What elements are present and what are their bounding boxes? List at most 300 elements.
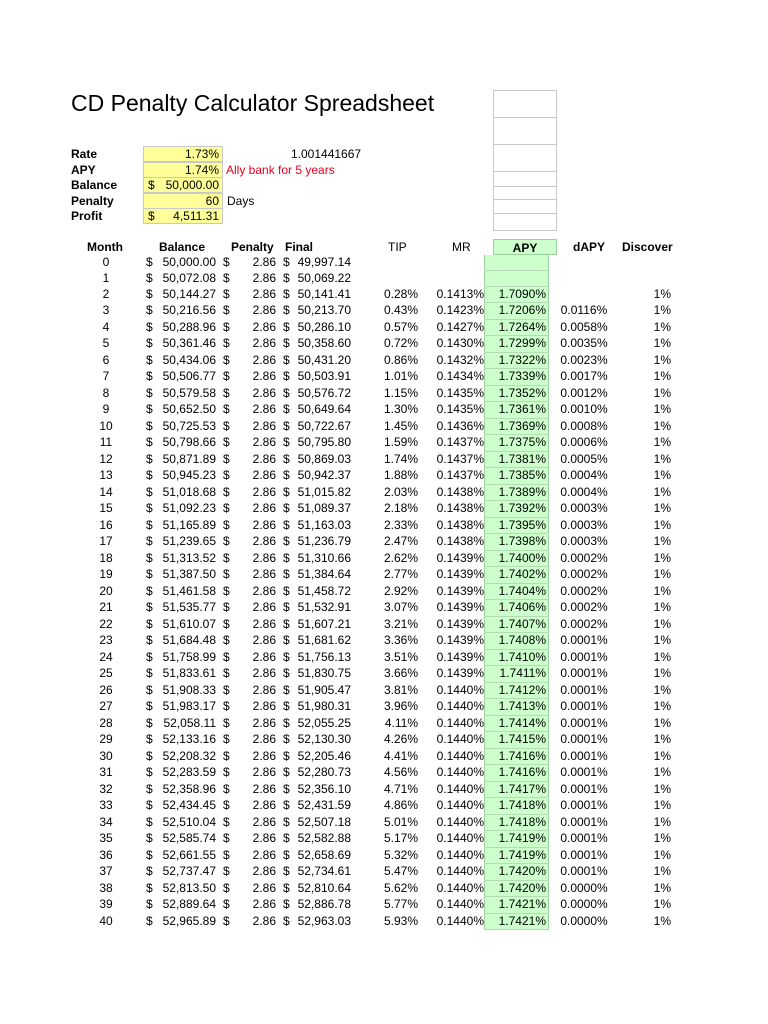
cell-apy[interactable] (485, 271, 549, 287)
cell-mr[interactable]: 0.1413% (436, 286, 484, 301)
cell-balance[interactable] (141, 271, 218, 287)
cell-balance[interactable] (141, 814, 218, 831)
cell-dapy[interactable]: 0.0004% (560, 484, 608, 499)
balance-input[interactable] (143, 177, 223, 193)
cell-penalty[interactable] (218, 583, 278, 600)
cell-tip[interactable]: 0.57% (383, 319, 418, 334)
cell-balance[interactable] (141, 369, 218, 386)
cell-tip[interactable]: 5.47% (383, 864, 418, 878)
cell-apy[interactable]: 1.7322% (485, 352, 549, 369)
cell-mr[interactable]: 0.1440% (436, 715, 484, 730)
cell-dapy[interactable]: 0.0010% (560, 402, 608, 416)
cell-tip[interactable]: 5.17% (383, 831, 418, 845)
cell-dapy[interactable]: 0.0006% (560, 435, 608, 449)
cell-apy[interactable]: 1.7418% (485, 798, 549, 815)
cell-mr[interactable]: 0.1438% (436, 517, 484, 532)
cell-tip[interactable]: 5.62% (383, 880, 418, 895)
cell-discover[interactable]: 1% (653, 897, 671, 911)
cell-tip[interactable]: 3.51% (383, 649, 418, 664)
cell-tip[interactable] (353, 271, 418, 287)
cell-mr[interactable]: 0.1439% (436, 550, 484, 565)
cell-apy[interactable]: 1.7413% (485, 699, 549, 716)
cell-dapy[interactable]: 0.0116% (560, 303, 608, 317)
cell-discover[interactable]: 1% (653, 633, 671, 647)
cell-final[interactable] (278, 286, 353, 303)
cell-penalty[interactable] (218, 319, 278, 336)
cell-tip[interactable]: 3.81% (383, 682, 418, 697)
cell-discover[interactable]: 1% (653, 567, 671, 581)
empty-cell[interactable] (493, 171, 557, 187)
cell-mr[interactable]: 0.1435% (436, 402, 484, 416)
cell-discover[interactable]: 1% (653, 385, 671, 400)
cell-balance[interactable] (141, 303, 218, 320)
cell-balance[interactable] (141, 666, 218, 683)
cell-apy[interactable]: 1.7352% (485, 385, 549, 402)
cell-apy[interactable]: 1.7369% (485, 418, 549, 435)
cell-month[interactable]: 34 (99, 814, 113, 829)
cell-apy[interactable]: 1.7404% (485, 583, 549, 600)
cell-dapy[interactable]: 0.0001% (560, 715, 608, 730)
cell-final[interactable] (278, 468, 353, 485)
cell-final[interactable] (278, 649, 353, 666)
cell-apy[interactable]: 1.7418% (485, 814, 549, 831)
cell-apy[interactable]: 1.7411% (485, 666, 549, 683)
cell-penalty[interactable] (218, 352, 278, 369)
cell-discover[interactable]: 1% (653, 303, 671, 317)
cell-discover[interactable]: 1% (653, 352, 671, 367)
cell-dapy[interactable]: 0.0001% (560, 732, 608, 746)
cell-mr[interactable]: 0.1439% (436, 616, 484, 631)
cell-mr[interactable]: 0.1440% (436, 897, 484, 911)
cell-tip[interactable]: 2.92% (383, 583, 418, 598)
cell-final[interactable] (278, 633, 353, 650)
cell-balance[interactable] (141, 748, 218, 765)
cell-month[interactable]: 24 (99, 649, 113, 664)
cell-penalty[interactable] (218, 550, 278, 567)
cell-apy[interactable]: 1.7421% (485, 897, 549, 914)
cell-discover[interactable]: 1% (653, 402, 671, 416)
cell-tip[interactable]: 3.96% (383, 699, 418, 713)
cell-discover[interactable]: 1% (653, 814, 671, 829)
cell-tip[interactable]: 0.28% (383, 286, 418, 301)
cell-penalty[interactable] (218, 666, 278, 683)
cell-balance[interactable] (141, 765, 218, 782)
cell-tip[interactable]: 3.07% (383, 600, 418, 614)
cell-balance[interactable] (141, 649, 218, 666)
cell-mr[interactable]: 0.1440% (436, 798, 484, 812)
cell-final[interactable] (278, 748, 353, 765)
cell-apy[interactable]: 1.7090% (485, 286, 549, 303)
cell-tip[interactable]: 3.36% (383, 633, 418, 647)
cell-tip[interactable]: 5.77% (383, 897, 418, 911)
cell-mr[interactable] (418, 271, 485, 287)
cell-apy[interactable]: 1.7375% (485, 435, 549, 452)
cell-discover[interactable]: 1% (653, 501, 671, 515)
cell-mr[interactable]: 0.1437% (436, 435, 484, 449)
cell-apy[interactable]: 1.7412% (485, 682, 549, 699)
cell-final[interactable] (278, 352, 353, 369)
cell-penalty[interactable] (218, 798, 278, 815)
cell-dapy[interactable]: 0.0001% (560, 748, 608, 763)
cell-balance[interactable] (141, 468, 218, 485)
cell-dapy[interactable]: 0.0023% (560, 352, 608, 367)
cell-final[interactable] (278, 814, 353, 831)
cell-mr[interactable]: 0.1439% (436, 633, 484, 647)
cell-month[interactable]: 27 (99, 699, 113, 713)
cell-final[interactable] (278, 600, 353, 617)
cell-discover[interactable]: 1% (653, 369, 671, 383)
cell-tip[interactable]: 4.41% (383, 748, 418, 763)
cell-final[interactable] (278, 451, 353, 468)
cell-apy[interactable]: 1.7419% (485, 831, 549, 848)
cell-balance[interactable] (141, 864, 218, 881)
cell-month[interactable]: 9 (102, 402, 110, 416)
cell-mr[interactable]: 0.1437% (436, 451, 484, 466)
cell-mr[interactable]: 0.1440% (436, 781, 484, 796)
cell-tip[interactable]: 1.59% (383, 435, 418, 449)
cell-final[interactable] (278, 715, 353, 732)
cell-tip[interactable]: 0.72% (383, 336, 418, 350)
cell-discover[interactable]: 1% (653, 880, 671, 895)
cell-final[interactable] (278, 369, 353, 386)
cell-tip[interactable]: 2.77% (383, 567, 418, 581)
cell-discover[interactable]: 1% (653, 616, 671, 631)
cell-apy[interactable]: 1.7419% (485, 847, 549, 864)
cell-penalty[interactable] (218, 385, 278, 402)
cell-final[interactable] (278, 798, 353, 815)
empty-cell[interactable] (493, 199, 557, 214)
cell-balance[interactable] (141, 352, 218, 369)
cell-penalty[interactable] (218, 484, 278, 501)
cell-final[interactable] (278, 385, 353, 402)
cell-final[interactable] (278, 484, 353, 501)
cell-penalty[interactable] (218, 699, 278, 716)
cell-final[interactable] (278, 402, 353, 419)
cell-mr[interactable]: 0.1440% (436, 864, 484, 878)
cell-apy[interactable]: 1.7417% (485, 781, 549, 798)
cell-final[interactable] (278, 913, 353, 930)
cell-discover[interactable]: 1% (653, 534, 671, 548)
cell-balance[interactable] (141, 286, 218, 303)
cell-penalty[interactable] (218, 600, 278, 617)
cell-tip[interactable]: 0.43% (383, 303, 418, 317)
cell-discover[interactable]: 1% (653, 864, 671, 878)
cell-month[interactable]: 8 (102, 385, 110, 400)
cell-final[interactable] (278, 765, 353, 782)
cell-tip[interactable]: 2.62% (383, 550, 418, 565)
cell-penalty[interactable] (218, 633, 278, 650)
cell-mr[interactable]: 0.1439% (436, 649, 484, 664)
cell-apy[interactable]: 1.7264% (485, 319, 549, 336)
cell-discover[interactable]: 1% (653, 732, 671, 746)
apy-input[interactable]: 1.74% (143, 162, 223, 178)
cell-balance[interactable] (141, 880, 218, 897)
cell-mr[interactable]: 0.1434% (436, 369, 484, 383)
cell-dapy[interactable] (549, 271, 620, 287)
cell-month[interactable]: 5 (102, 336, 110, 350)
cell-final[interactable] (278, 699, 353, 716)
cell-final[interactable] (278, 271, 353, 287)
cell-mr[interactable]: 0.1440% (436, 831, 484, 845)
cell-discover[interactable]: 1% (653, 649, 671, 664)
cell-final[interactable] (278, 666, 353, 683)
cell-dapy[interactable]: 0.0001% (560, 781, 608, 796)
cell-balance[interactable] (141, 913, 218, 930)
cell-final[interactable] (278, 534, 353, 551)
cell-apy[interactable]: 1.7416% (485, 765, 549, 782)
cell-final[interactable] (278, 501, 353, 518)
empty-cell[interactable] (493, 117, 557, 145)
cell-month[interactable]: 18 (99, 550, 113, 565)
cell-balance[interactable] (141, 633, 218, 650)
cell-discover[interactable]: 1% (653, 682, 671, 697)
cell-mr[interactable]: 0.1439% (436, 583, 484, 598)
cell-tip[interactable]: 3.21% (383, 616, 418, 631)
cell-balance[interactable] (141, 583, 218, 600)
cell-tip[interactable]: 4.86% (383, 798, 418, 812)
cell-penalty[interactable] (218, 336, 278, 353)
cell-month[interactable]: 6 (102, 352, 110, 367)
cell-month[interactable]: 7 (102, 369, 110, 383)
cell-balance[interactable] (141, 336, 218, 353)
cell-balance[interactable] (141, 847, 218, 864)
cell-penalty[interactable] (218, 567, 278, 584)
cell-month[interactable]: 14 (99, 484, 113, 499)
cell-dapy[interactable]: 0.0003% (560, 501, 608, 515)
cell-dapy[interactable]: 0.0001% (560, 814, 608, 829)
cell-mr[interactable]: 0.1440% (436, 814, 484, 829)
cell-balance[interactable] (141, 616, 218, 633)
cell-mr[interactable]: 0.1427% (436, 319, 484, 334)
cell-balance[interactable] (141, 798, 218, 815)
cell-balance[interactable] (141, 517, 218, 534)
cell-dapy[interactable]: 0.0004% (560, 468, 608, 482)
cell-penalty[interactable] (218, 435, 278, 452)
cell-penalty[interactable] (218, 814, 278, 831)
cell-discover[interactable]: 1% (653, 847, 671, 862)
cell-penalty[interactable] (218, 534, 278, 551)
cell-dapy[interactable]: 0.0001% (560, 633, 608, 647)
penalty-input[interactable]: 60 (143, 193, 223, 209)
cell-discover[interactable]: 1% (653, 550, 671, 565)
cell-apy[interactable]: 1.7400% (485, 550, 549, 567)
cell-apy[interactable]: 1.7402% (485, 567, 549, 584)
cell-tip[interactable]: 1.30% (383, 402, 418, 416)
cell-penalty[interactable] (218, 418, 278, 435)
cell-final[interactable] (278, 517, 353, 534)
cell-month[interactable]: 29 (99, 732, 113, 746)
cell-apy[interactable]: 1.7406% (485, 600, 549, 617)
cell-tip[interactable]: 1.74% (383, 451, 418, 466)
cell-month[interactable]: 35 (99, 831, 113, 845)
cell-balance[interactable] (141, 897, 218, 914)
cell-penalty[interactable] (218, 255, 278, 271)
empty-cell[interactable] (493, 213, 557, 231)
cell-tip[interactable]: 5.93% (383, 913, 418, 928)
cell-final[interactable] (278, 880, 353, 897)
cell-month[interactable]: 21 (99, 600, 113, 614)
cell-apy[interactable]: 1.7414% (485, 715, 549, 732)
cell-final[interactable] (278, 732, 353, 749)
cell-month[interactable]: 1 (102, 270, 110, 285)
empty-cell[interactable] (493, 90, 557, 118)
cell-balance[interactable] (141, 715, 218, 732)
cell-tip[interactable] (353, 255, 418, 271)
cell-dapy[interactable]: 0.0001% (560, 798, 608, 812)
cell-month[interactable]: 31 (99, 765, 113, 779)
cell-mr[interactable]: 0.1440% (436, 732, 484, 746)
cell-apy[interactable]: 1.7381% (485, 451, 549, 468)
cell-balance[interactable] (141, 418, 218, 435)
cell-dapy[interactable]: 0.0000% (560, 880, 608, 895)
cell-final[interactable] (278, 255, 353, 271)
cell-penalty[interactable] (218, 286, 278, 303)
cell-month[interactable]: 11 (99, 435, 113, 449)
rate-input[interactable]: 1.73% (143, 146, 223, 162)
cell-month[interactable]: 13 (99, 468, 113, 482)
cell-discover[interactable]: 1% (653, 781, 671, 796)
cell-dapy[interactable]: 0.0003% (560, 517, 608, 532)
cell-balance[interactable] (141, 682, 218, 699)
cell-penalty[interactable] (218, 831, 278, 848)
cell-apy[interactable]: 1.7206% (485, 303, 549, 320)
cell-discover[interactable]: 1% (653, 748, 671, 763)
cell-month[interactable]: 32 (99, 781, 113, 796)
cell-mr[interactable]: 0.1439% (436, 666, 484, 680)
cell-balance[interactable] (141, 732, 218, 749)
cell-mr[interactable]: 0.1440% (436, 699, 484, 713)
cell-final[interactable] (278, 616, 353, 633)
cell-balance[interactable] (141, 831, 218, 848)
cell-dapy[interactable]: 0.0001% (560, 666, 608, 680)
cell-final[interactable] (278, 897, 353, 914)
cell-final[interactable] (278, 583, 353, 600)
cell-dapy[interactable]: 0.0001% (560, 864, 608, 878)
cell-month[interactable]: 12 (99, 451, 113, 466)
cell-month[interactable]: 16 (99, 517, 113, 532)
cell-mr[interactable]: 0.1440% (436, 880, 484, 895)
cell-balance[interactable] (141, 255, 218, 271)
cell-month[interactable]: 38 (99, 880, 113, 895)
cell-discover[interactable]: 1% (653, 765, 671, 779)
cell-month[interactable]: 37 (99, 864, 113, 878)
cell-mr[interactable]: 0.1439% (436, 600, 484, 614)
cell-penalty[interactable] (218, 781, 278, 798)
cell-discover[interactable]: 1% (653, 418, 671, 433)
cell-dapy[interactable]: 0.0001% (560, 831, 608, 845)
cell-mr[interactable]: 0.1440% (436, 913, 484, 928)
cell-discover[interactable]: 1% (653, 319, 671, 334)
cell-dapy[interactable]: 0.0001% (560, 765, 608, 779)
cell-month[interactable]: 33 (99, 798, 113, 812)
cell-apy[interactable]: 1.7339% (485, 369, 549, 386)
cell-penalty[interactable] (218, 517, 278, 534)
cell-penalty[interactable] (218, 715, 278, 732)
cell-balance[interactable] (141, 781, 218, 798)
cell-dapy[interactable]: 0.0008% (560, 418, 608, 433)
cell-penalty[interactable] (218, 271, 278, 287)
cell-mr[interactable]: 0.1438% (436, 484, 484, 499)
cell-month[interactable]: 30 (99, 748, 113, 763)
cell-apy[interactable]: 1.7385% (485, 468, 549, 485)
cell-tip[interactable]: 1.15% (383, 385, 418, 400)
cell-dapy[interactable]: 0.0001% (560, 699, 608, 713)
cell-penalty[interactable] (218, 732, 278, 749)
cell-tip[interactable]: 0.86% (383, 352, 418, 367)
cell-balance[interactable] (141, 534, 218, 551)
cell-tip[interactable]: 1.01% (383, 369, 418, 383)
cell-balance[interactable] (141, 435, 218, 452)
cell-discover[interactable]: 1% (653, 468, 671, 482)
cell-final[interactable] (278, 336, 353, 353)
cell-mr[interactable]: 0.1423% (436, 303, 484, 317)
cell-month[interactable]: 22 (99, 616, 113, 631)
cell-month[interactable]: 40 (99, 913, 113, 928)
cell-month[interactable]: 0 (102, 255, 110, 269)
cell-month[interactable]: 4 (102, 319, 110, 334)
cell-apy[interactable]: 1.7389% (485, 484, 549, 501)
cell-tip[interactable]: 2.03% (383, 484, 418, 499)
cell-penalty[interactable] (218, 501, 278, 518)
cell-penalty[interactable] (218, 649, 278, 666)
cell-balance[interactable] (141, 385, 218, 402)
cell-penalty[interactable] (218, 913, 278, 930)
cell-discover[interactable]: 1% (653, 715, 671, 730)
cell-month[interactable]: 15 (99, 501, 113, 515)
cell-final[interactable] (278, 682, 353, 699)
cell-dapy[interactable] (549, 286, 620, 303)
empty-cell[interactable] (493, 186, 557, 200)
cell-balance[interactable] (141, 319, 218, 336)
cell-final[interactable] (278, 319, 353, 336)
cell-tip[interactable]: 2.18% (383, 501, 418, 515)
cell-tip[interactable]: 4.56% (383, 765, 418, 779)
cell-dapy[interactable]: 0.0000% (560, 897, 608, 911)
cell-final[interactable] (278, 550, 353, 567)
cell-balance[interactable] (141, 550, 218, 567)
cell-apy[interactable] (485, 255, 549, 271)
cell-apy[interactable]: 1.7410% (485, 649, 549, 666)
cell-apy[interactable]: 1.7392% (485, 501, 549, 518)
cell-mr[interactable]: 0.1438% (436, 501, 484, 515)
cell-month[interactable]: 23 (99, 633, 113, 647)
cell-dapy[interactable]: 0.0002% (560, 616, 608, 631)
cell-dapy[interactable]: 0.0002% (560, 583, 608, 598)
cell-tip[interactable]: 4.71% (383, 781, 418, 796)
cell-final[interactable] (278, 864, 353, 881)
cell-dapy[interactable]: 0.0002% (560, 567, 608, 581)
cell-discover[interactable]: 1% (653, 451, 671, 466)
cell-discover[interactable]: 1% (653, 666, 671, 680)
cell-dapy[interactable]: 0.0001% (560, 649, 608, 664)
cell-apy[interactable]: 1.7398% (485, 534, 549, 551)
cell-discover[interactable] (619, 255, 671, 271)
cell-final[interactable] (278, 831, 353, 848)
cell-apy[interactable]: 1.7420% (485, 880, 549, 897)
cell-month[interactable]: 2 (102, 286, 110, 301)
cell-month[interactable]: 39 (99, 897, 113, 911)
cell-penalty[interactable] (218, 451, 278, 468)
cell-final[interactable] (278, 781, 353, 798)
cell-balance[interactable] (141, 402, 218, 419)
cell-mr[interactable]: 0.1432% (436, 352, 484, 367)
cell-dapy[interactable]: 0.0002% (560, 600, 608, 614)
cell-apy[interactable]: 1.7299% (485, 336, 549, 353)
cell-penalty[interactable] (218, 880, 278, 897)
cell-dapy[interactable]: 0.0002% (560, 550, 608, 565)
cell-mr[interactable]: 0.1440% (436, 748, 484, 763)
cell-balance[interactable] (141, 501, 218, 518)
